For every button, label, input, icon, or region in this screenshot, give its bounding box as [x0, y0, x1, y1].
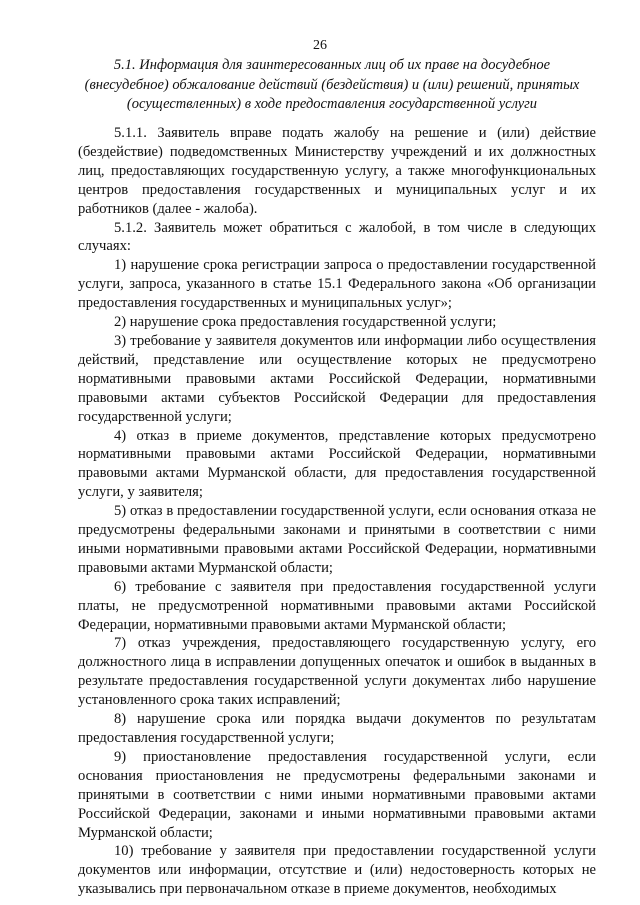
body-text [78, 124, 596, 899]
list-item-8: 8) нарушение срока или порядка выдачи документов по результатам предоставления государственной услуги; [78, 711, 596, 746]
paragraph-5-1-2: 5.1.2. Заявитель может обратиться с жалобой, в том числе в следующих случаях: [78, 219, 596, 255]
page-number: 26 [313, 38, 327, 53]
section-heading: 5.1. Информация для заинтересованных лиц об их праве на досудебное (внесудебное) обжалование действий (бездействия) и (или) решений, принятых (осуществленных) в ходе предоставления государственной услуги [84, 57, 580, 112]
paragraph-5-1-1: 5.1.1. Заявитель вправе подать жалобу на решение и (или) действие (бездействие) подведомственных Министерству учреждений и их должностных лиц, предоставляющих государственную услугу, а также многофункциональных центров предоставления государственных и муниципальных услуг и их работников (далее - жалоба). [78, 125, 596, 217]
list-item-7: 7) отказ учреждения, предоставляющего государственную услугу, его должностного лица в исправлении допущенных опечаток и ошибок в выданных в результате предоставления государственной услуги документах либо нарушение установленного срока таких исправлений; [78, 635, 596, 709]
list-item-9: 9) приостановление предоставления государственной услуги, если основания приостановления не предусмотрены федеральными законами и принятыми в соответствии с ними иными нормативными правовыми актами Российской Федерации, законами и иными нормативными правовыми актами Мурманской области; [78, 748, 596, 841]
list-item-10: 10) требование у заявителя при предоставлении государственной услуги документов или информации, отсутствие и (или) недостоверность которых не указывались при первоначальном отказе в приеме документов, необходимых [78, 843, 596, 898]
list-item-3: 3) требование у заявителя документов или информации либо осуществления действий, представление или осуществление которых не предусмотрено нормативными правовыми актами Российской Федерации, нормативными правовыми актами субъектов Российской Федерации для предоставления государственной услуги; [78, 332, 596, 425]
list-item-4: 4) отказ в приеме документов, представление которых предусмотрено нормативными правовыми актами Российской Федерации, нормативными правовыми актами Мурманской области, для предоставления государственной услуги, у заявителя; [78, 427, 596, 501]
list-item-6: 6) требование с заявителя при предоставления государственной услуги платы, не предусмотренной нормативными правовыми актами Российской Федерации, нормативными правовыми актами Мурманской области; [78, 578, 596, 633]
list-item-5: 5) отказ в предоставлении государственной услуги, если основания отказа не предусмотрены федеральными законами и принятыми в соответствии с ними иными нормативными правовыми актами Российской Федерации, нормативными правовыми актами Мурманской области; [78, 503, 596, 576]
list-item-1: 1) нарушение срока регистрации запроса о предоставлении государственной услуги, запроса, указанного в статье 15.1 Федерального закона «Об организации предоставления государственных и муниципальных услуг»; [78, 257, 596, 312]
list-item-2: 2) нарушение срока предоставления государственной услуги; [114, 314, 497, 331]
